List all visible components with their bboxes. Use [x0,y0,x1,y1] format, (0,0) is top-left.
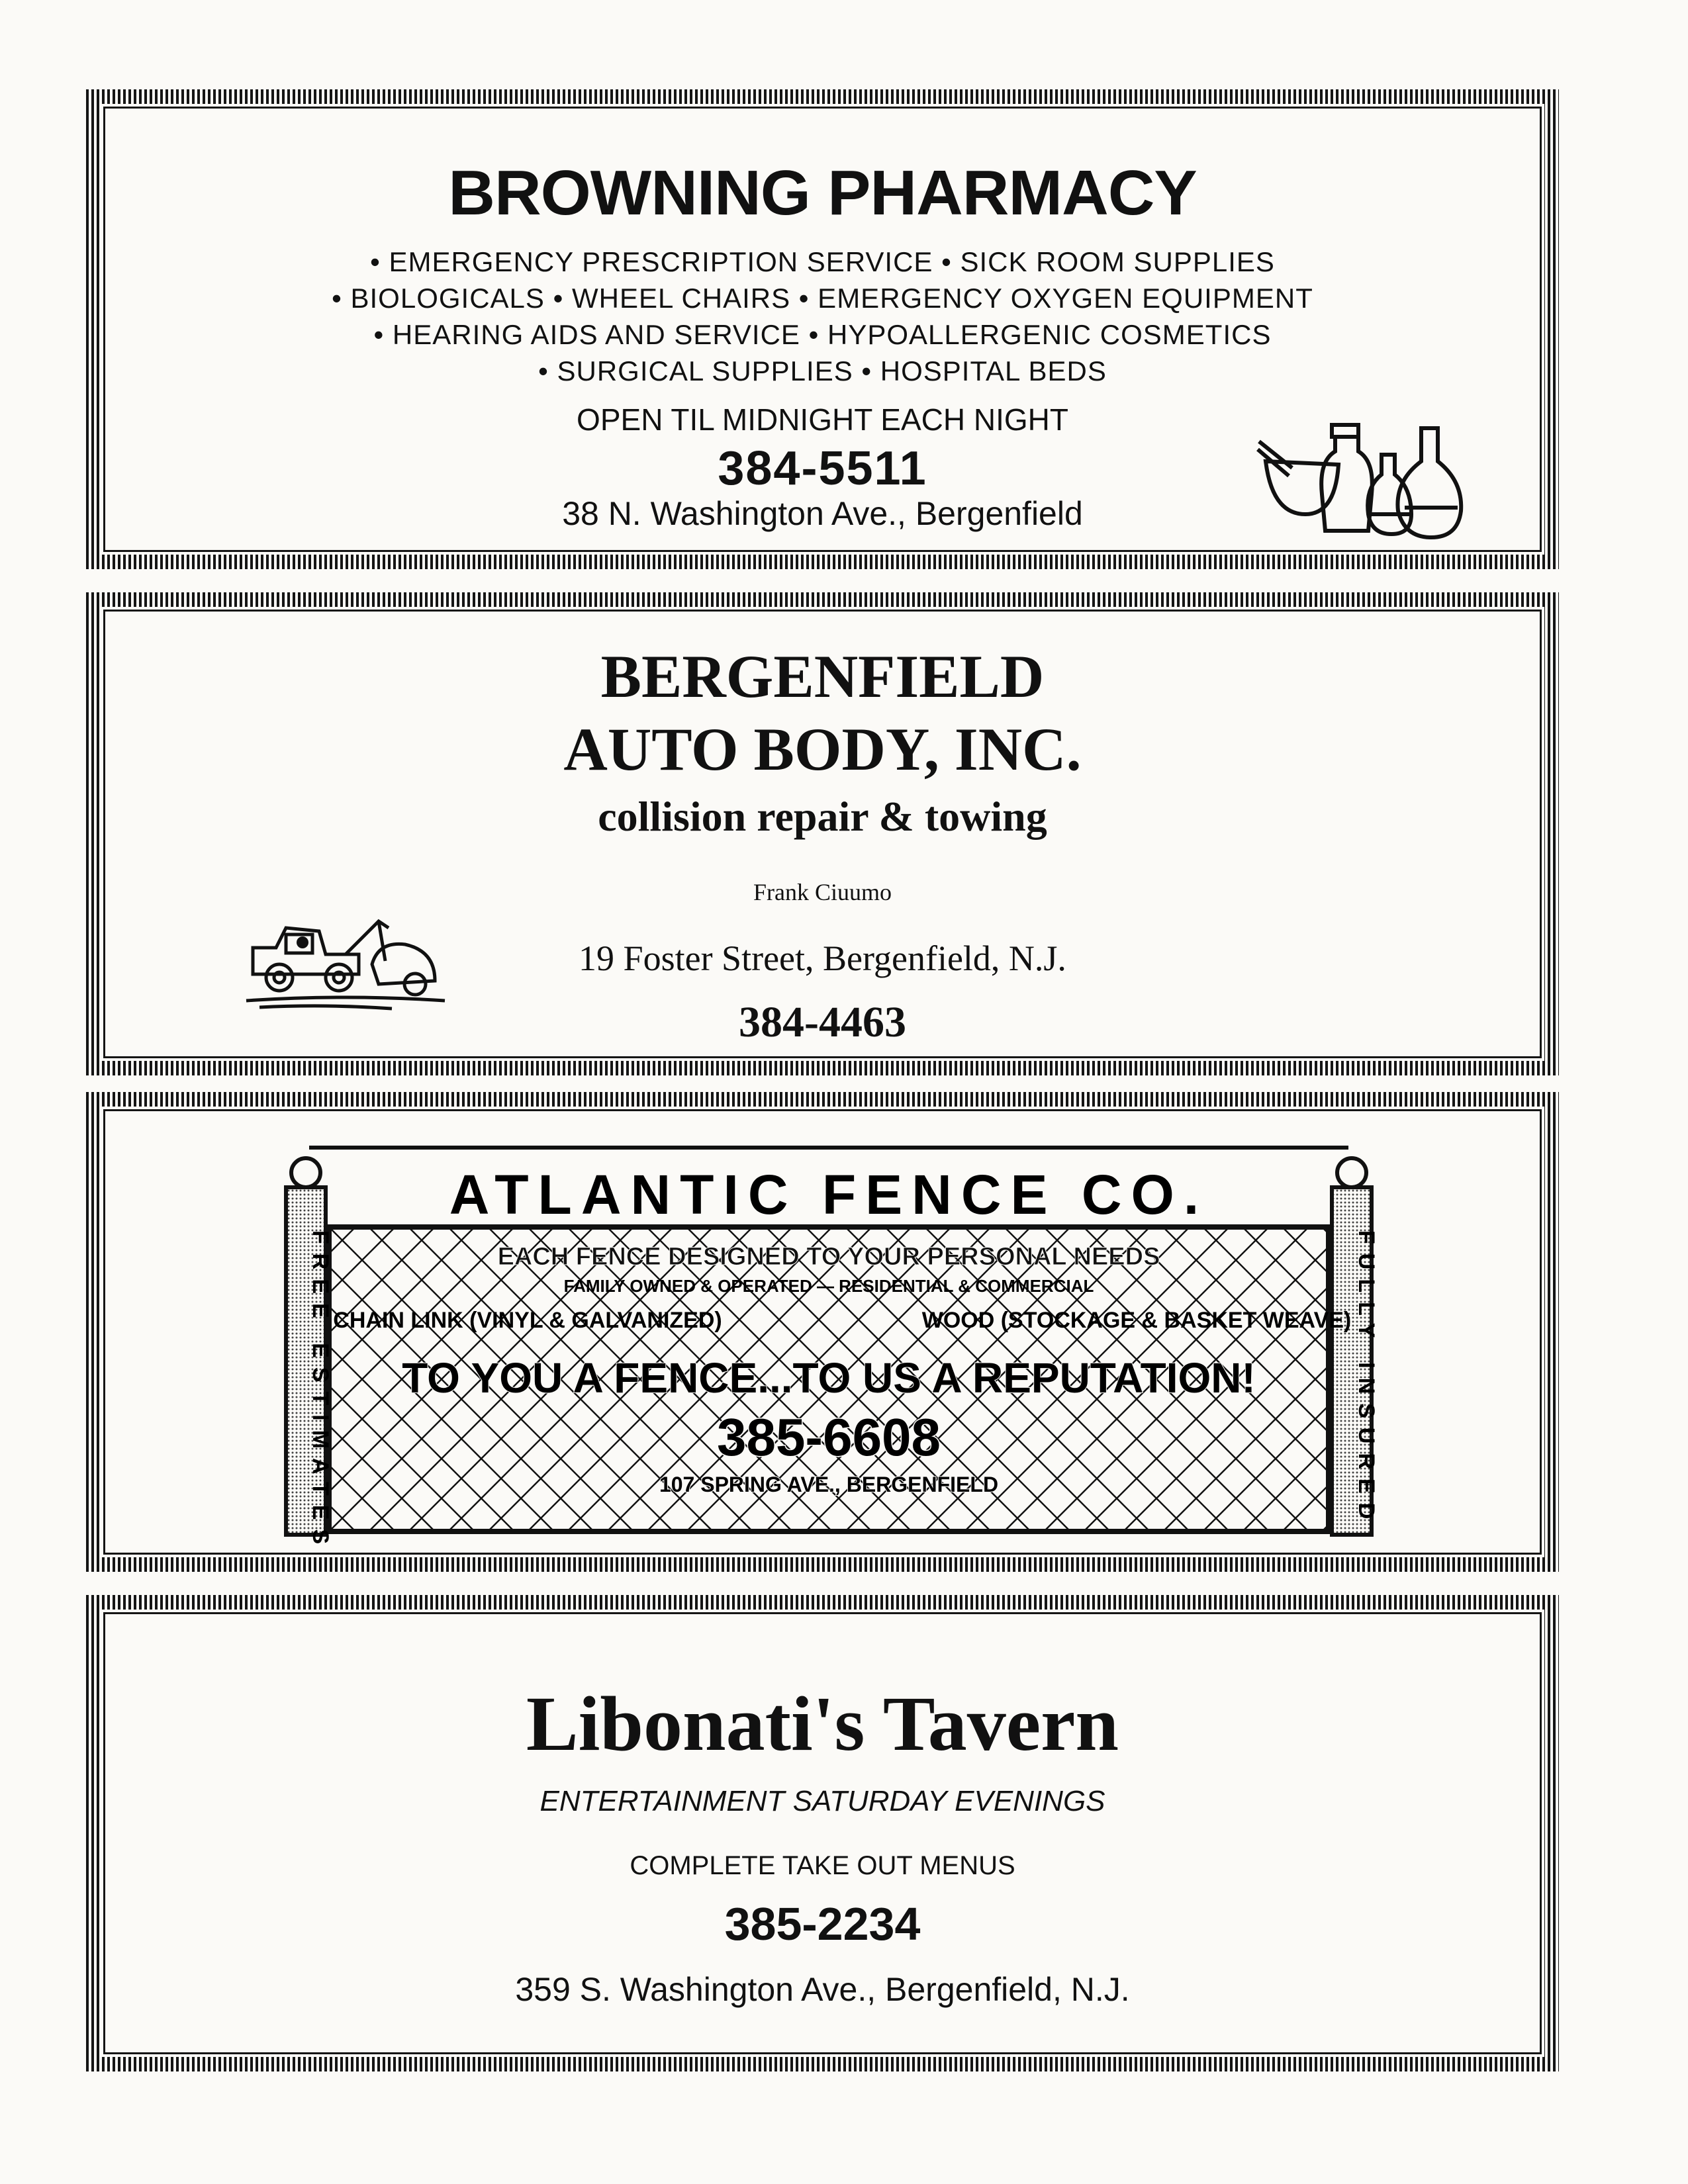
auto-body-ad [86,592,1559,1075]
tagline: collision repair & towing [598,793,1047,840]
service-line: • SURGICAL SUPPLIES • HOSPITAL BEDS [538,355,1107,387]
left-post-cap [291,1158,320,1187]
right-post-text: FULLY INSURED [1354,1230,1379,1529]
phone-number: 385-2234 [724,1898,921,1950]
service-line: • EMERGENCY PRESCRIPTION SERVICE • SICK ROOM SUPPLIES [370,246,1275,277]
tow-truck-icon [246,901,445,1014]
address: 107 SPRING AVE., BERGENFIELD [659,1473,999,1496]
ad-title: BROWNING PHARMACY [448,158,1197,228]
entertainment-text: ENTERTAINMENT SATURDAY EVENINGS [539,1785,1105,1817]
fence-line2: FAMILY OWNED & OPERATED — RESIDENTIAL & COMMERCIAL [563,1276,1094,1296]
phone-number: 385-6608 [716,1408,941,1467]
fence-line3-left: CHAIN LINK (VINYL & GALVANIZED) [333,1308,722,1333]
ad-title-line1: BERGENFIELD [600,643,1045,710]
atlantic-fence-ad [86,1092,1559,1572]
owner-name: Frank Ciuumo [753,879,892,905]
fence-line3-right: WOOD (STOCKAGE & BASKET WEAVE) [921,1308,1352,1333]
address: 38 N. Washington Ave., Bergenfield [562,495,1083,532]
fence-slogan: TO YOU A FENCE...TO US A REPUTATION! [402,1354,1256,1402]
fence-title: ATLANTIC FENCE CO. [449,1163,1209,1226]
service-line: • BIOLOGICALS • WHEEL CHAIRS • EMERGENCY OXYGEN EQUIPMENT [332,283,1313,314]
phone-number: 384-4463 [739,998,906,1046]
right-post-cap [1337,1158,1366,1187]
address: 359 S. Washington Ave., Bergenfield, N.J. [515,1971,1130,2008]
libonatis-tavern-ad [86,1595,1559,2071]
phone-number: 384-5511 [718,442,927,495]
hours-text: OPEN TIL MIDNIGHT EACH NIGHT [577,402,1068,437]
browning-pharmacy-ad [86,89,1559,569]
fence-graphic [283,1141,1379,1554]
fence-line1: EACH FENCE DESIGNED TO YOUR PERSONAL NEEDS [497,1243,1160,1271]
left-post-text: FREE ESTIMATES [308,1230,333,1554]
ad-title: Libonati's Tavern [526,1680,1119,1767]
menus-text: COMPLETE TAKE OUT MENUS [630,1851,1015,1880]
ad-title-line2: AUTO BODY, INC. [563,715,1082,783]
service-line: • HEARING AIDS AND SERVICE • HYPOALLERGENIC COSMETICS [373,319,1272,350]
address: 19 Foster Street, Bergenfield, N.J. [579,938,1066,978]
apothecary-bottles-icon [1252,415,1464,541]
